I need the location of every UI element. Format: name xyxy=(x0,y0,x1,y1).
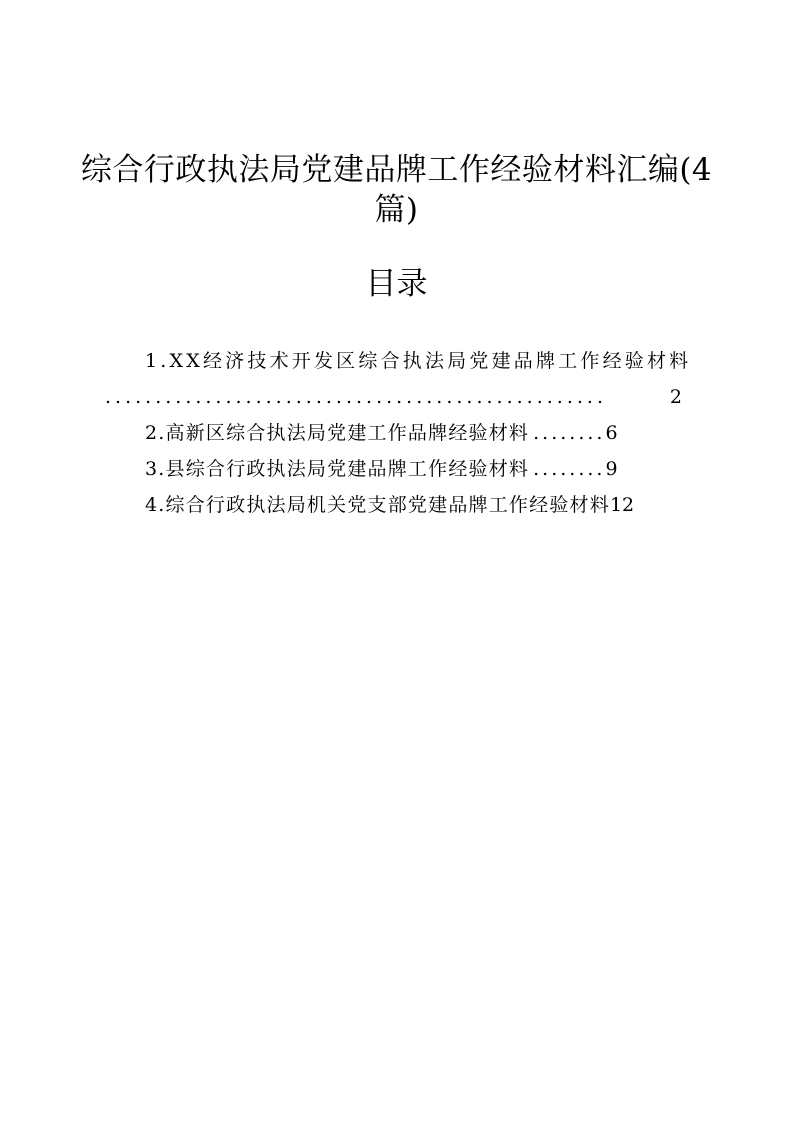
toc-entry-label: 1.XX经济技术开发区综合执法局党建品牌工作经验材料 xyxy=(145,350,692,372)
toc-page-number: 9 xyxy=(605,458,618,480)
toc-entry-label: 4.综合行政执法局机关党支部党建品牌工作经验材料 xyxy=(145,494,610,516)
toc-entry-2[interactable] xyxy=(105,415,690,451)
toc-entry-4-line xyxy=(145,487,690,523)
toc-page-number: 2 xyxy=(669,386,682,408)
toc-entry-1-leader-line xyxy=(105,379,690,415)
toc-dot-leader: ........ xyxy=(533,422,606,444)
toc-entry-1[interactable] xyxy=(105,343,690,415)
toc-entry-label: 2.高新区综合执法局党建工作品牌经验材料 xyxy=(145,422,530,444)
toc-heading: 目录 xyxy=(365,266,428,302)
toc-entry-1-title-line xyxy=(105,343,690,379)
table-of-contents xyxy=(105,343,690,523)
toc-dot-leader: ........ xyxy=(533,458,606,480)
toc-entry-4[interactable] xyxy=(105,487,690,523)
toc-entry-2-line xyxy=(145,415,690,451)
document-title: 综合行政执法局党建品牌工作经验材料汇编(4篇) xyxy=(80,152,713,228)
toc-page-number: 12 xyxy=(609,494,635,516)
toc-entry-3[interactable] xyxy=(105,451,690,487)
toc-entry-label: 3.县综合行政执法局党建品牌工作经验材料 xyxy=(145,458,530,480)
toc-page-number: 6 xyxy=(605,422,618,444)
toc-dot-leader: .................................................. xyxy=(105,386,607,408)
toc-entry-3-line xyxy=(145,451,690,487)
